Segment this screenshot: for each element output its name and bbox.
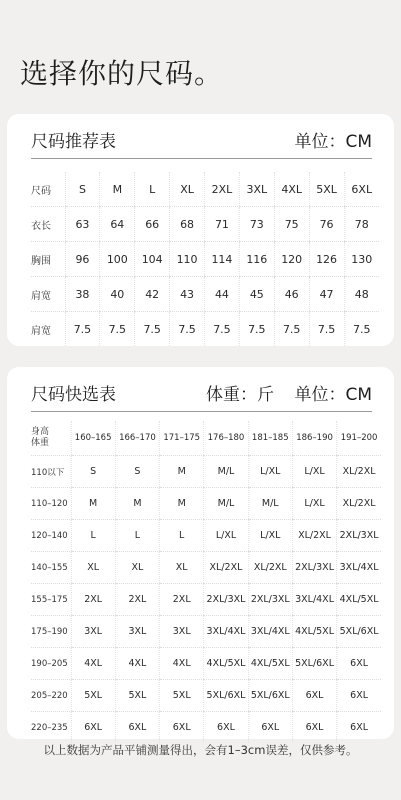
table-cell: 4XL/5XL [248,648,292,680]
table-cell: 3XL/4XL [248,616,292,648]
table-cell: L/XL [292,456,336,488]
table-cell: 116 [239,242,274,277]
table-cell: 5XL/6XL [337,616,381,648]
table-cell: 4XL [115,648,159,680]
weight-label: 110以下 [31,456,71,488]
table-row [31,172,379,207]
size-recommendation-table [31,172,379,346]
corner-weight-label: 体重 [31,438,50,448]
table-cell: 114 [205,242,240,277]
table-cell: 3XL [115,616,159,648]
table-cell: 6XL [292,712,336,744]
table-row [31,520,381,552]
table-cell: S [115,456,159,488]
page-title: 选择你的尺码。 [20,57,224,90]
table-cell: 6XL [337,648,381,680]
table-cell: 6XL [160,712,204,744]
table-cell: 7.5 [274,312,309,347]
table-cell: 4XL [71,648,115,680]
table-cell: 2XL [71,584,115,616]
table-cell: M/L [204,488,248,520]
table-row [31,207,379,242]
size-recommendation-card [7,114,394,346]
table-cell: 126 [309,242,344,277]
table-cell: 38 [65,277,100,312]
weight-label: 190–205 [31,648,71,680]
table-row [31,242,379,277]
table-cell: 6XL [292,680,336,712]
table-cell: 2XL [160,584,204,616]
table-cell: XL/2XL [337,488,381,520]
table-cell: 7.5 [239,312,274,347]
table-cell: XL/2XL [292,520,336,552]
table-cell: 7.5 [135,312,170,347]
table-cell: 6XL [337,680,381,712]
table-cell: 40 [100,277,135,312]
row-label: 胸围 [31,242,65,277]
size-recommendation-header [31,128,372,159]
height-header-cell: 176–180 [204,421,248,456]
table-cell: 6XL [204,712,248,744]
table-cell: 46 [274,277,309,312]
weight-label: 140–155 [31,552,71,584]
weight-label: 205–220 [31,680,71,712]
table-cell: XL [170,172,205,207]
table-cell: 7.5 [205,312,240,347]
height-header-cell: 191–200 [337,421,381,456]
table-cell: 120 [274,242,309,277]
table-cell: 63 [65,207,100,242]
measurement-note: 以上数据为产品平铺测量得出，会有1–3cm误差，仅供参考。 [43,743,358,757]
table-cell: 5XL/6XL [248,680,292,712]
table-cell: L/XL [248,520,292,552]
table-cell: XL/2XL [248,552,292,584]
table-cell: L/XL [292,488,336,520]
height-header-cell: 166–170 [115,421,159,456]
table-cell: 47 [309,277,344,312]
table-cell: 3XL [160,616,204,648]
corner-height-label: 身高 [31,427,50,437]
weight-unit-label: 体重：斤 [206,385,274,405]
table-cell: 2XL [205,172,240,207]
table-cell: 6XL [115,712,159,744]
table-cell: XL [160,552,204,584]
table-cell: L/XL [204,520,248,552]
table-row [31,616,381,648]
table-cell: 66 [135,207,170,242]
table-cell: 78 [344,207,379,242]
table-row [31,584,381,616]
table-cell: L [115,520,159,552]
table-cell: 64 [100,207,135,242]
table-cell: 5XL [309,172,344,207]
table-cell: 5XL [160,680,204,712]
table-cell: 130 [344,242,379,277]
table-cell: XL/2XL [337,456,381,488]
table-cell: 2XL [115,584,159,616]
weight-label: 120–140 [31,520,71,552]
table-cell: S [65,172,100,207]
table-cell: 2XL/3XL [337,520,381,552]
table-cell: M/L [248,488,292,520]
table-cell: 6XL [344,172,379,207]
quick-size-card [7,367,394,739]
table-cell: 48 [344,277,379,312]
table-cell: 4XL/5XL [204,648,248,680]
table-cell: XL/2XL [204,552,248,584]
table-cell: 100 [100,242,135,277]
table-cell: 104 [135,242,170,277]
table-cell: 71 [205,207,240,242]
table-row [31,648,381,680]
table-cell: 5XL/6XL [204,680,248,712]
quick-size-title: 尺码快选表 [31,385,116,405]
table-cell: 96 [65,242,100,277]
table-row [31,488,381,520]
table-cell: 7.5 [309,312,344,347]
table-row [31,456,381,488]
table-cell: XL [115,552,159,584]
table-cell: 68 [170,207,205,242]
table-cell: 5XL [115,680,159,712]
table-cell: 44 [205,277,240,312]
table-cell: 3XL/4XL [292,584,336,616]
table-cell: M/L [204,456,248,488]
table-cell: 3XL/4XL [204,616,248,648]
table-cell: M [71,488,115,520]
table-cell: 73 [239,207,274,242]
height-header-cell: 171–175 [160,421,204,456]
table-cell: 4XL/5XL [292,616,336,648]
table-cell: 43 [170,277,205,312]
weight-label: 155–175 [31,584,71,616]
table-cell: M [100,172,135,207]
row-label: 肩宽 [31,277,65,312]
table-cell: 6XL [248,712,292,744]
table-cell: L [135,172,170,207]
table-cell: 5XL/6XL [292,648,336,680]
table-cell: 7.5 [170,312,205,347]
row-label: 尺码 [31,172,65,207]
table-cell: 4XL [160,648,204,680]
height-header-cell: 160–165 [71,421,115,456]
table-cell: 2XL/3XL [248,584,292,616]
table-cell: M [115,488,159,520]
table-cell: L/XL [248,456,292,488]
table-cell: 2XL/3XL [204,584,248,616]
size-recommendation-unit: 单位：CM [294,132,372,152]
table-cell: 2XL/3XL [292,552,336,584]
table-row [31,552,381,584]
table-row [31,712,381,744]
table-cell: 76 [309,207,344,242]
table-cell: 3XL/4XL [337,552,381,584]
row-label: 衣长 [31,207,65,242]
weight-label: 110–120 [31,488,71,520]
table-cell: 7.5 [344,312,379,347]
table-cell: 4XL [274,172,309,207]
quick-size-header [31,381,372,412]
table-cell: S [71,456,115,488]
table-cell: 75 [274,207,309,242]
table-cell: 3XL [239,172,274,207]
table-cell: M [160,456,204,488]
table-cell: 7.5 [65,312,100,347]
height-header-cell: 181–185 [248,421,292,456]
quick-size-table [31,421,381,743]
height-header-row [31,421,381,456]
table-cell: XL [71,552,115,584]
size-recommendation-title: 尺码推荐表 [31,132,116,152]
table-cell: 110 [170,242,205,277]
table-cell: L [71,520,115,552]
table-cell: 7.5 [100,312,135,347]
row-label: 肩宽 [31,325,51,337]
table-row [31,277,379,312]
table-row [31,680,381,712]
table-cell: 4XL/5XL [337,584,381,616]
table-cell: 45 [239,277,274,312]
weight-label: 175–190 [31,616,71,648]
table-cell: L [160,520,204,552]
weight-label: 220–235 [31,722,68,733]
height-header-cell: 186–190 [292,421,336,456]
table-row [31,312,379,347]
table-cell: 5XL [71,680,115,712]
quick-size-unit: 单位：CM [294,385,372,405]
table-corner-label [31,421,71,456]
table-cell: 42 [135,277,170,312]
table-cell: 6XL [71,712,115,744]
table-cell: M [160,488,204,520]
table-cell: 3XL [71,616,115,648]
table-cell: 6XL [337,712,381,744]
